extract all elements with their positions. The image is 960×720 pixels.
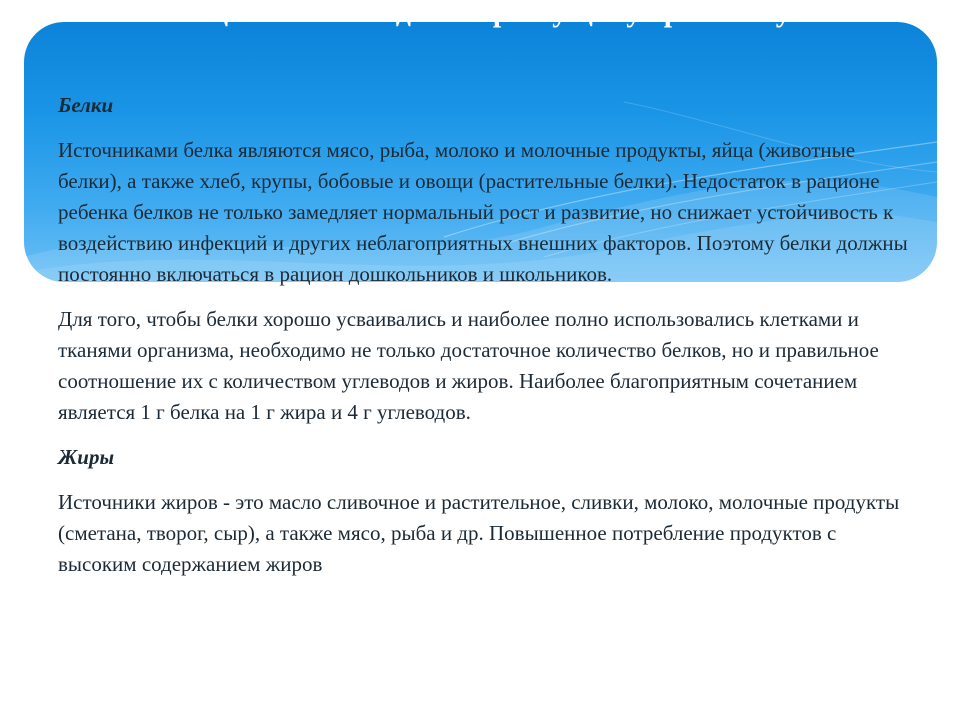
proteins-paragraph-sources: Источниками белка являются мясо, рыба, молоко и молочные продукты, яйца (животные белки), а также хлеб, крупы, бобовые и овощи (растительные белки). Недостаток в рационе ребенка белков не только замедляет нормальный рост и развитие, но снижает устойчивость к воздействию инфекций и других неблагоприятных внешних факторов. Поэтому белки должны постоянно включаться в рацион дошкольников и школьников. xyxy=(58,138,908,286)
section-heading-proteins: Белки xyxy=(58,93,114,117)
slide-title: Вещества необходимые растущему организму xyxy=(169,0,791,28)
section-heading-fats: Жиры xyxy=(58,445,115,469)
fats-paragraph-sources: Источники жиров - это масло сливочное и растительное, сливки, молоко, молочные продукты (сметана, творог, сыр), а также мясо, рыба и др. Повышенное потребление продуктов с высоким содержанием жиров xyxy=(58,490,900,576)
slide-content xyxy=(58,90,908,594)
proteins-paragraph-ratio: Для того, чтобы белки хорошо усваивались и наиболее полно использовались клетками и тканями организма, необходимо не только достаточное количество белков, но и правильное соотношение их с количеством углеводов и жиров. Наиболее благоприятным сочетанием является 1 г белка на 1 г жира и 4 г углеводов. xyxy=(58,307,879,424)
